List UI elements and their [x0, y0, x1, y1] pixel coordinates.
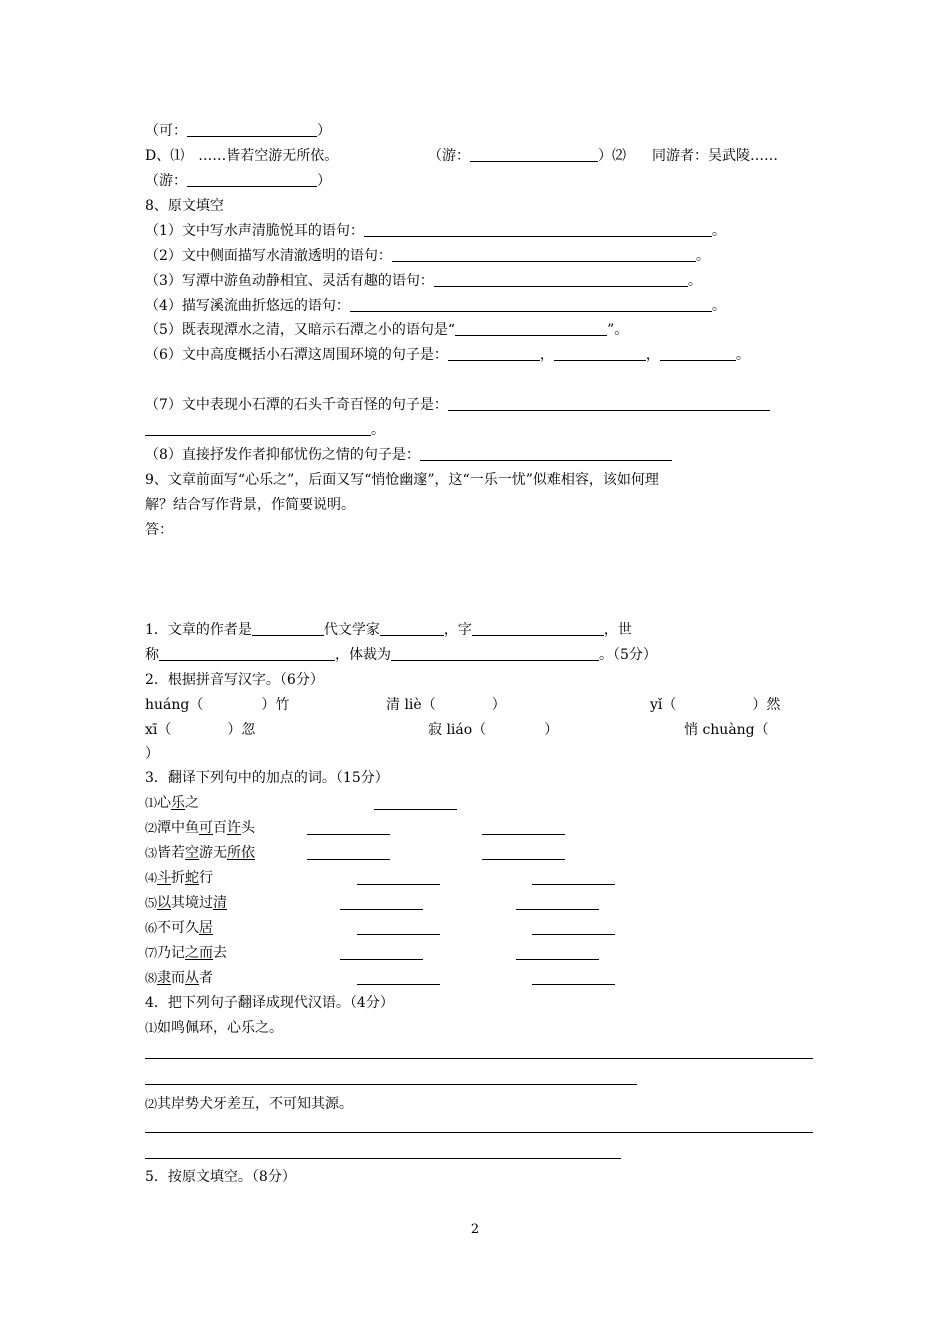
q3-item-4 — [145, 868, 213, 888]
pinyin-text: 清 liè（ — [386, 697, 436, 713]
item-text: 折 — [171, 870, 186, 886]
q5-title: 5．按原文填空。（8分） — [145, 1169, 296, 1185]
answer-label: 答： — [145, 522, 173, 538]
q3-item-8 — [145, 968, 213, 988]
pinyin-text: ）忽 — [227, 722, 256, 738]
q8-item-5 — [145, 320, 628, 340]
q4-sentence-2 — [145, 1094, 353, 1114]
answer-blank[interactable] — [448, 396, 770, 411]
pinyin-text: ）然 — [752, 697, 781, 713]
item-text: 不可久 — [157, 920, 200, 936]
item-number: ⑶ — [145, 846, 158, 860]
item-number: ⑷ — [145, 871, 158, 885]
answer-blank[interactable] — [307, 859, 390, 860]
pinyin-xi — [145, 720, 255, 740]
pinyin-qiao — [684, 720, 769, 740]
answer-blank[interactable] — [448, 346, 540, 361]
answer-line[interactable] — [145, 1058, 813, 1059]
dotted-word: 而 — [199, 945, 214, 961]
answer-blank[interactable] — [187, 172, 317, 187]
answer-blank[interactable] — [532, 884, 615, 885]
dotted-word: 许 — [227, 820, 242, 836]
answer-blank[interactable] — [252, 621, 324, 636]
item-text: 其境过 — [171, 895, 214, 911]
item-text: 之 — [185, 795, 200, 811]
period: 。 — [687, 273, 702, 289]
dotted-word: 空 — [185, 845, 200, 861]
blank-line-you — [145, 171, 331, 191]
answer-blank[interactable] — [482, 834, 565, 835]
item-text: 头 — [241, 820, 256, 836]
answer-blank[interactable] — [455, 321, 607, 336]
answer-blank[interactable] — [340, 909, 423, 910]
pinyin-text: huáng（ — [145, 697, 204, 713]
quote-close: ”。 — [607, 322, 629, 338]
dotted-word: 蛇 — [185, 870, 200, 886]
q8-item-text: （4）描写溪流曲折悠远的语句： — [145, 298, 350, 314]
item-text: 去 — [213, 945, 228, 961]
pinyin-text: 寂 liáo（ — [428, 722, 487, 738]
dotted-word: 居 — [199, 920, 214, 936]
blank-line-ke — [145, 121, 331, 141]
answer-blank[interactable] — [516, 959, 599, 960]
answer-blank[interactable] — [357, 984, 440, 985]
item-number: ⑵ — [145, 1097, 158, 1111]
comma: ， — [645, 347, 660, 363]
line-d-tail: 同游者：吴武陵…… — [652, 148, 778, 164]
pinyin-ji — [428, 720, 558, 740]
answer-blank[interactable] — [145, 421, 371, 436]
dotted-word: 之 — [185, 945, 200, 961]
q1-text: 称 — [145, 647, 159, 663]
pinyin-text: ） — [491, 697, 506, 713]
answer-blank[interactable] — [159, 646, 335, 661]
q3-title: 3．翻译下列句中的加点的词。（15分） — [145, 770, 389, 786]
q8-item-3 — [145, 271, 702, 291]
q8-item-text: （6）文中高度概括小石潭这周围环境的句子是： — [145, 347, 448, 363]
answer-line[interactable] — [145, 1158, 621, 1159]
paren-close: ）⑵ — [598, 148, 626, 164]
q1-text: ，世 — [603, 622, 632, 638]
q1-text: 1．文章的作者是 — [145, 622, 252, 638]
q9-line-2: 解？结合写作背景，作简要说明。 — [145, 497, 355, 513]
answer-blank[interactable] — [482, 859, 565, 860]
answer-line[interactable] — [145, 1132, 813, 1133]
q8-item-7-cont — [145, 420, 385, 440]
dotted-word: 清 — [213, 895, 228, 911]
q8-item-2 — [145, 246, 710, 266]
answer-blank[interactable] — [340, 959, 423, 960]
dotted-word: 可 — [199, 820, 214, 836]
paren-close: ） — [317, 173, 331, 189]
q1-line-2 — [145, 645, 657, 665]
period: 。 — [711, 298, 726, 314]
dotted-word: 乐 — [171, 795, 186, 811]
answer-blank[interactable] — [470, 147, 598, 162]
pinyin-text: xī（ — [145, 722, 172, 738]
item-text: 潭中鱼 — [157, 820, 200, 836]
q3-item-5 — [145, 893, 227, 913]
item-text: 而 — [171, 970, 186, 986]
q1-text: 。（5分） — [599, 647, 657, 663]
answer-blank[interactable] — [391, 646, 599, 661]
answer-blank[interactable] — [516, 909, 599, 910]
paren-close: ） — [317, 123, 331, 139]
q4-title: 4．把下列句子翻译成现代汉语。（4分） — [145, 995, 394, 1011]
answer-line[interactable] — [145, 1084, 637, 1085]
q2-title: 2．根据拼音写汉字。（6分） — [145, 672, 324, 688]
pinyin-text: ）竹 — [261, 697, 290, 713]
item-number: ⑺ — [145, 946, 158, 960]
answer-blank[interactable] — [532, 984, 615, 985]
item-number: ⑻ — [145, 971, 158, 985]
q8-item-text: （5）既表现潭水之清，又暗示石潭之小的语句是“ — [145, 322, 456, 338]
q8-title: 8、原文填空 — [145, 198, 224, 214]
answer-blank[interactable] — [392, 247, 696, 262]
comma: ， — [539, 347, 554, 363]
pinyin-yi — [650, 695, 780, 715]
answer-blank[interactable] — [357, 934, 440, 935]
q8-item-text: （1）文中写水声清脆悦耳的语句： — [145, 223, 364, 239]
q3-item-2 — [145, 818, 255, 838]
q3-item-1 — [145, 793, 199, 813]
line-d-you — [428, 146, 626, 166]
q8-item-text: （2）文中侧面描写水清澈透明的语句： — [145, 248, 392, 264]
dotted-word: 隶 — [157, 970, 172, 986]
dotted-word: 以 — [157, 895, 172, 911]
answer-blank[interactable] — [420, 446, 672, 461]
pinyin-huang — [145, 695, 289, 715]
sentence-text: 其岸势犬牙差互，不可知其源。 — [157, 1096, 354, 1112]
item-text: 心 — [157, 795, 172, 811]
dotted-word: 斗 — [157, 870, 172, 886]
pinyin-qing — [386, 695, 506, 715]
answer-blank[interactable] — [554, 346, 646, 361]
answer-blank[interactable] — [380, 621, 444, 636]
answer-blank[interactable] — [532, 934, 615, 935]
q1-text: ，体裁为 — [335, 647, 391, 663]
item-number: ⑸ — [145, 896, 158, 910]
item-text: 游无 — [199, 845, 228, 861]
sentence-text: 如鸣佩环，心乐之。 — [157, 1020, 284, 1036]
period: 。 — [695, 248, 710, 264]
answer-blank[interactable] — [374, 809, 457, 810]
item-text: 百 — [213, 820, 228, 836]
q8-item-7 — [145, 395, 770, 415]
period: 。 — [711, 223, 726, 239]
q8-item-8 — [145, 445, 672, 465]
q8-item-text: （3）写潭中游鱼动静相宜、灵活有趣的语句： — [145, 273, 434, 289]
item-number: ⑴ — [145, 796, 158, 810]
label-you: （游： — [145, 173, 187, 189]
option-d-label: D、⑴ ……皆若空游无所依。 — [145, 148, 339, 164]
q3-item-7 — [145, 943, 227, 963]
pinyin-text: ） — [544, 722, 559, 738]
period: 。 — [371, 422, 385, 438]
q9-line-1: 9、文章前面写“心乐之”，后面又写“悄怆幽邃”，这“一乐一忧”似难相容，该如何理 — [145, 472, 659, 488]
page-number: 2 — [470, 1222, 480, 1237]
q8-item-text: （8）直接抒发作者抑郁忧伤之情的句子是： — [145, 447, 420, 463]
item-text: 行 — [199, 870, 214, 886]
q8-item-6 — [145, 345, 750, 365]
pinyin-text: yǐ（ — [650, 697, 677, 713]
line-d — [145, 146, 338, 166]
item-number: ⑵ — [145, 821, 158, 835]
answer-blank[interactable] — [434, 272, 688, 287]
q8-item-text: （7）文中表现小石潭的石头千奇百怪的句子是： — [145, 397, 448, 413]
answer-blank[interactable] — [187, 122, 317, 137]
item-text: 皆若 — [157, 845, 186, 861]
q3-item-3 — [145, 843, 255, 863]
dotted-word: 所依 — [227, 845, 256, 861]
q4-sentence-1 — [145, 1018, 283, 1038]
item-text: 者 — [199, 970, 214, 986]
label-you: （游： — [428, 148, 470, 164]
answer-blank[interactable] — [472, 621, 604, 636]
label-ke: （可： — [145, 123, 187, 139]
dotted-word: 从 — [185, 970, 200, 986]
answer-blank[interactable] — [364, 222, 712, 237]
q8-item-1 — [145, 221, 726, 241]
pinyin-text: 悄 chuàng（ — [684, 722, 769, 738]
q1-text: ，字 — [443, 622, 472, 638]
answer-blank[interactable] — [660, 346, 736, 361]
q3-item-6 — [145, 918, 213, 938]
q1-line-1 — [145, 620, 632, 640]
q8-item-4 — [145, 296, 726, 316]
answer-blank[interactable] — [357, 884, 440, 885]
item-text: 乃记 — [157, 945, 186, 961]
answer-blank[interactable] — [307, 834, 390, 835]
item-number: ⑹ — [145, 921, 158, 935]
answer-blank[interactable] — [350, 297, 712, 312]
q1-text: 代文学家 — [323, 622, 380, 638]
pinyin-qiao-close: ） — [145, 746, 159, 762]
item-number: ⑴ — [145, 1021, 158, 1035]
period: 。 — [735, 347, 750, 363]
